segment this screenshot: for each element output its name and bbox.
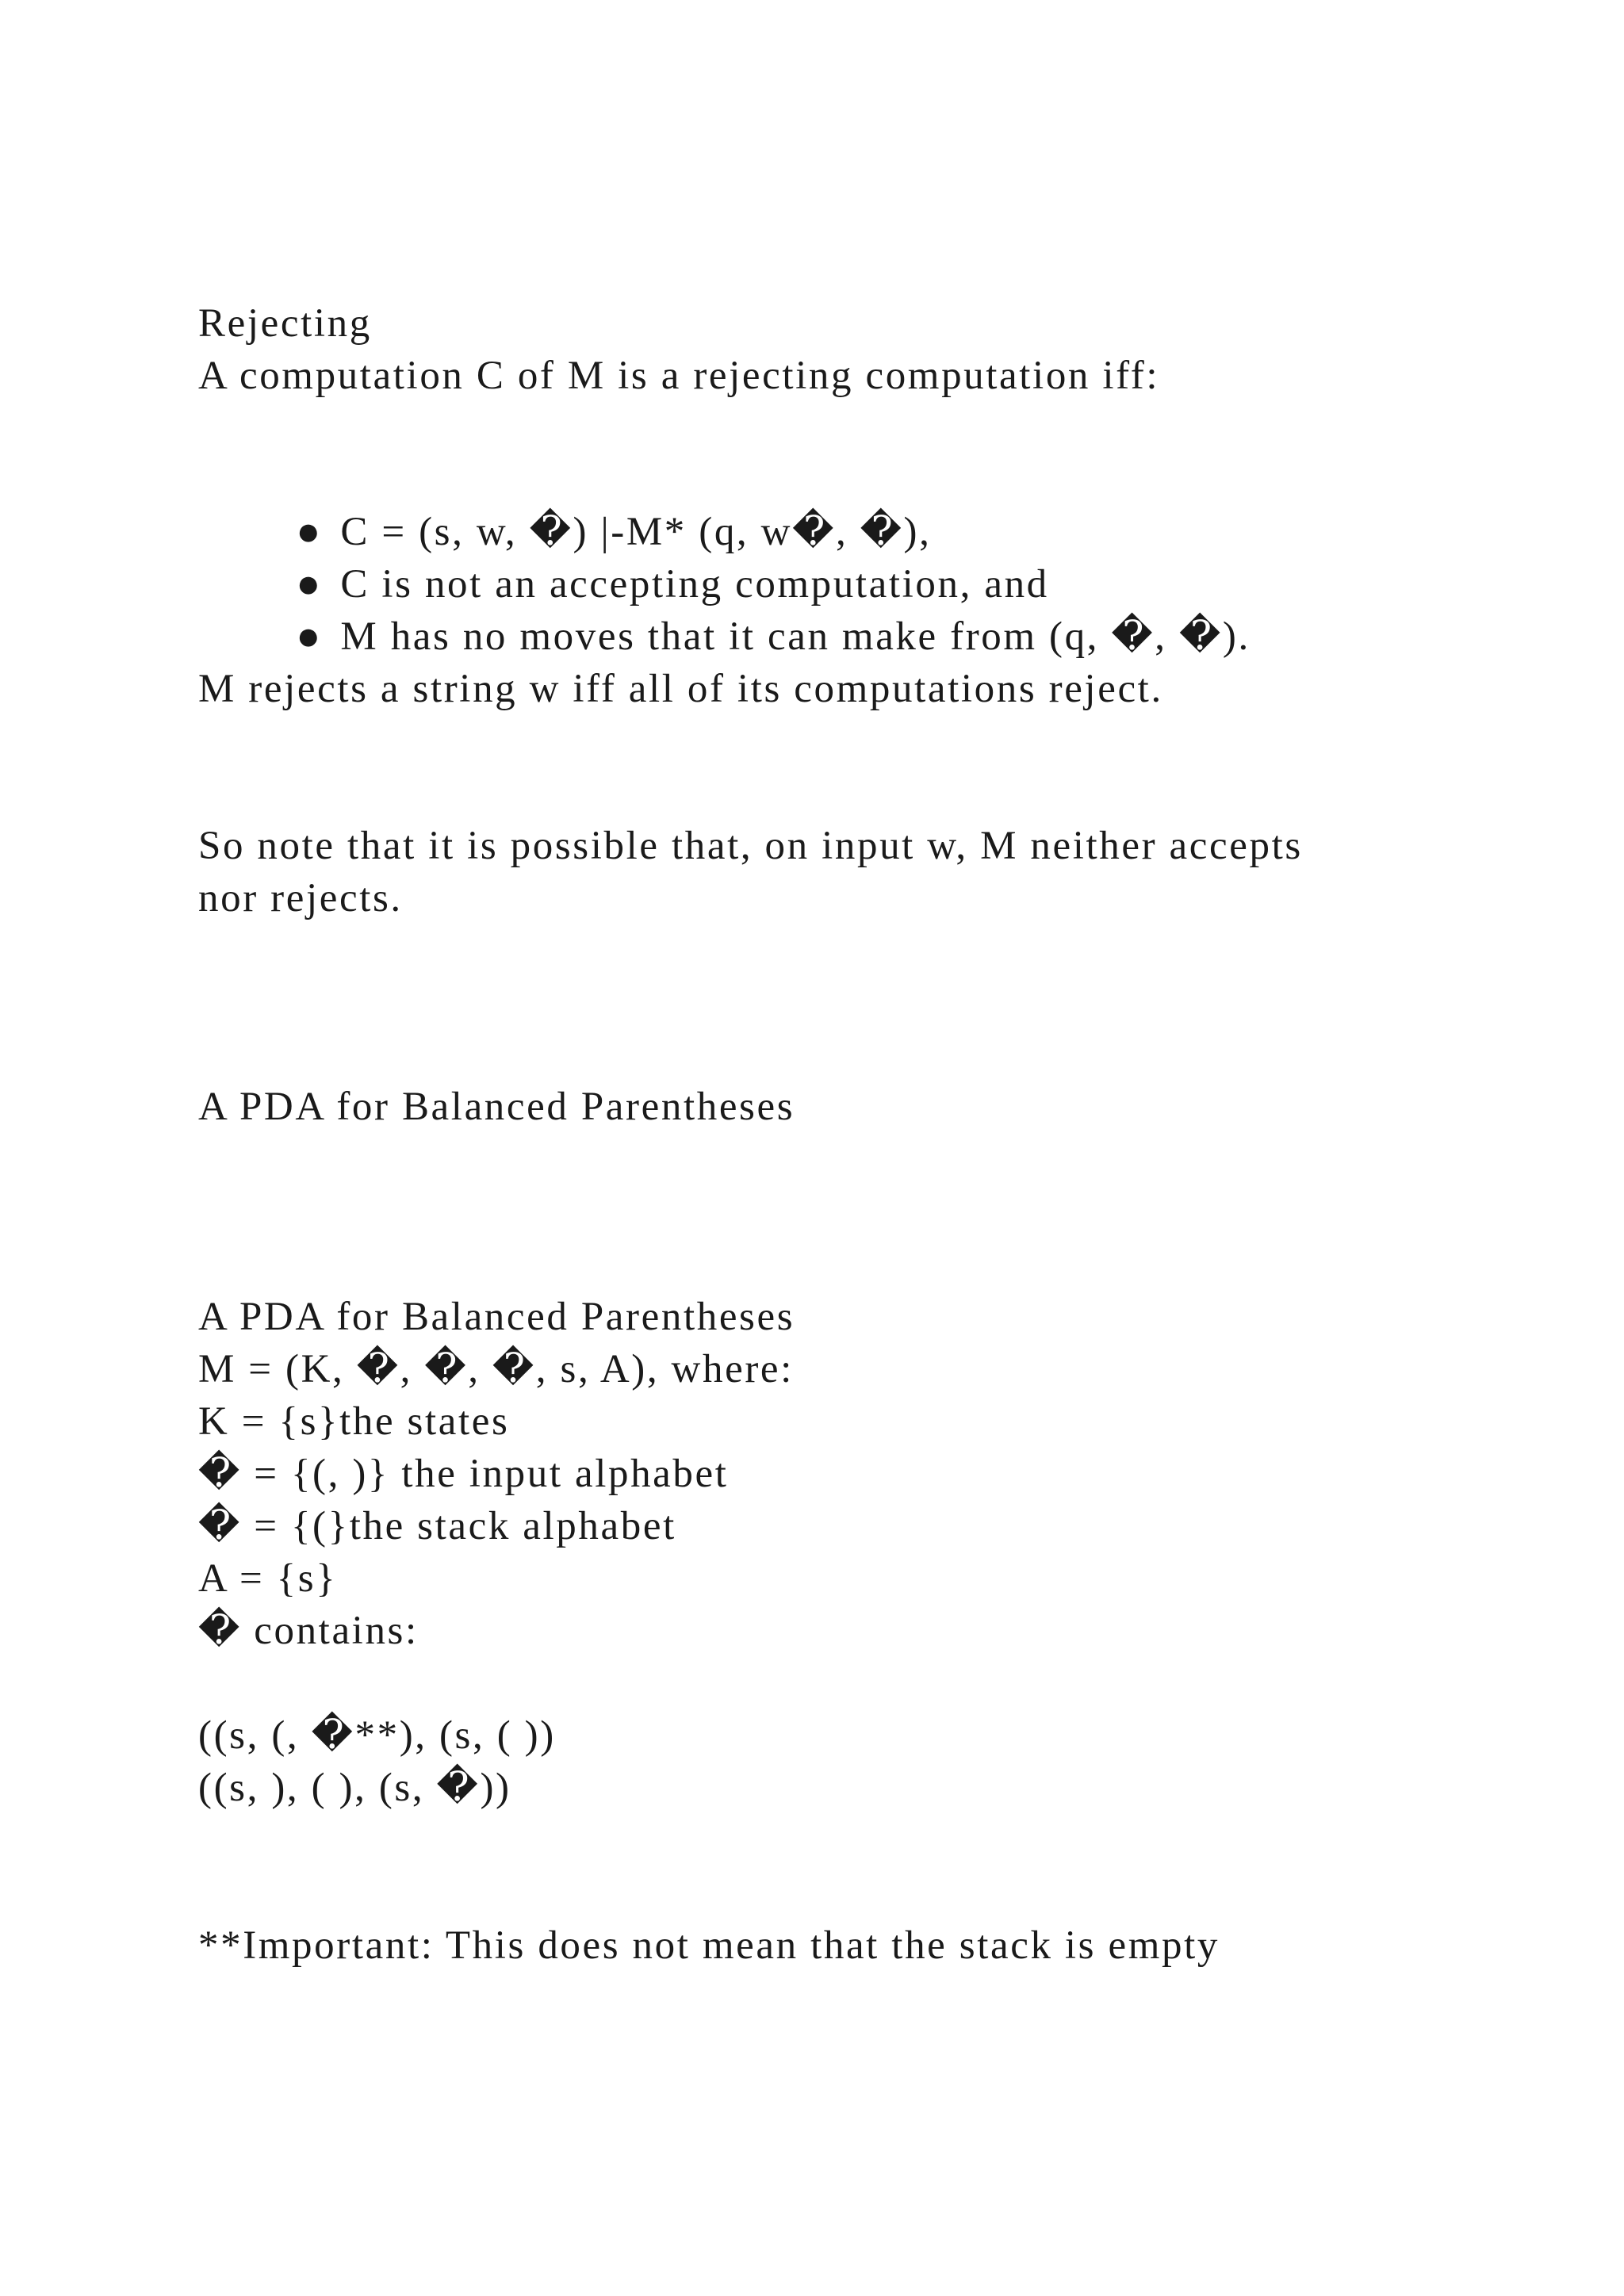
definition-line: � = {(}the stack alphabet bbox=[198, 1504, 676, 1548]
bullet-text: C is not an accepting computation, and bbox=[340, 562, 1049, 607]
bullet-icon: ● bbox=[296, 510, 323, 554]
section-heading-rejecting: Rejecting bbox=[198, 301, 372, 346]
transition-line: ((s, (, �**), (s, ( )) bbox=[198, 1713, 556, 1758]
definition-line: M = (K, �, �, �, s, A), where: bbox=[198, 1347, 794, 1391]
definition-line: � contains: bbox=[198, 1609, 419, 1653]
note-line: nor rejects. bbox=[198, 876, 403, 920]
bullet-icon: ● bbox=[296, 562, 323, 607]
note-line: So note that it is possible that, on input w, M neither accepts bbox=[198, 824, 1303, 868]
definition-line: K = {s}the states bbox=[198, 1399, 510, 1444]
section-heading-pda-definition: A PDA for Balanced Parentheses bbox=[198, 1295, 795, 1339]
bullet-text: M has no moves that it can make from (q, �, �). bbox=[340, 614, 1251, 659]
important-note: **Important: This does not mean that the stack is empty bbox=[198, 1923, 1220, 1968]
definition-line: A = {s} bbox=[198, 1556, 338, 1601]
transition-line: ((s, ), ( ), (s, �)) bbox=[198, 1766, 511, 1810]
rejecting-definition-intro: A computation C of M is a rejecting computation iff: bbox=[198, 354, 1160, 398]
definition-line: � = {(, )} the input alphabet bbox=[198, 1452, 729, 1496]
bullet-text: C = (s, w, �) |-M* (q, w�, �), bbox=[340, 510, 932, 554]
section-heading-pda: A PDA for Balanced Parentheses bbox=[198, 1085, 795, 1129]
bullet-icon: ● bbox=[296, 614, 323, 659]
rejects-statement: M rejects a string w iff all of its computations reject. bbox=[198, 667, 1163, 711]
